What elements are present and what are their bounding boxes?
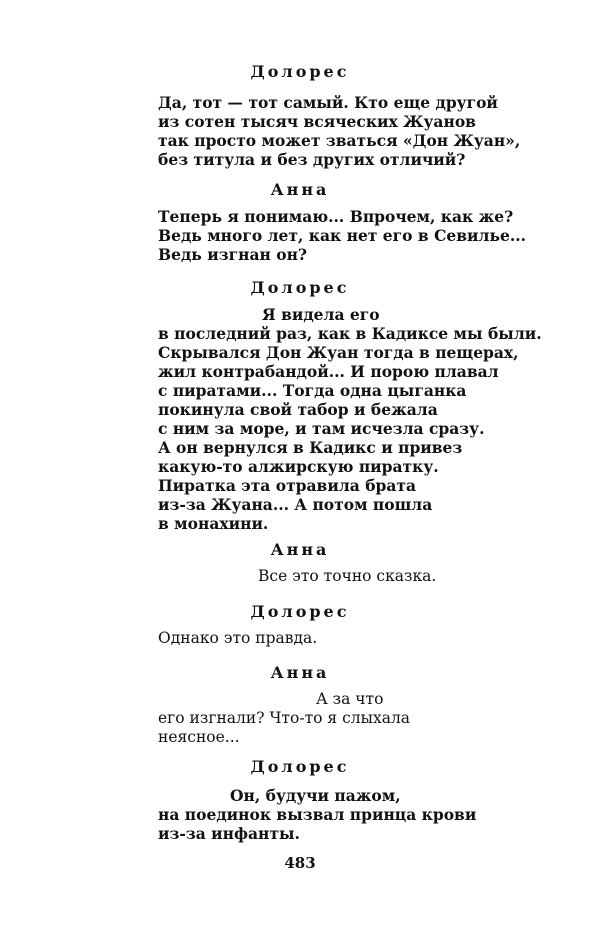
verse-line: Да, тот — тот самый. Кто еще другой <box>158 93 498 112</box>
verse-line: Все это точно сказка. <box>258 567 437 585</box>
verse-line: из-за инфанты. <box>158 824 300 843</box>
verse-line: его изгнали? Что-то я слыхала <box>158 709 411 727</box>
verse-block <box>0 786 600 843</box>
verse-line: Он, будучи пажом, <box>230 786 401 805</box>
verse-block <box>0 93 600 169</box>
verse-block <box>0 207 600 264</box>
speaker-name: Долорес <box>250 757 350 776</box>
verse-line: Теперь я понимаю... Впрочем, как же? <box>158 207 514 226</box>
speaker-name: Анна <box>270 540 330 559</box>
verse-line: покинула свой табор и бежала <box>158 400 438 419</box>
verse-line: А он вернулся в Кадикс и привез <box>158 438 463 457</box>
verse-line: так просто может зваться «Дон Жуан», <box>158 131 521 150</box>
verse-line: с ним за море, и там исчезла сразу. <box>158 419 485 438</box>
verse-line: А за что <box>316 690 384 708</box>
verse-line: Ведь много лет, как нет его в Севилье... <box>158 226 527 245</box>
verse-line: неясное... <box>158 728 240 746</box>
verse-line: Ведь изгнан он? <box>158 245 307 264</box>
speaker-name: Анна <box>270 180 330 199</box>
verse-line: из-за Жуана... А потом пошла <box>158 495 433 514</box>
verse-block <box>0 567 600 586</box>
verse-line: Скрывался Дон Жуан тогда в пещерах, <box>158 343 519 362</box>
speaker-name: Долорес <box>250 62 350 81</box>
verse-block <box>0 305 600 533</box>
verse-line: без титула и без других отличий? <box>158 150 466 169</box>
verse-line: Однако это правда. <box>158 629 318 647</box>
verse-block <box>0 629 600 648</box>
page-number: 483 <box>284 854 316 872</box>
verse-line: Пиратка эта отравила брата <box>158 476 417 495</box>
verse-line: в монахини. <box>158 514 269 533</box>
verse-line: с пиратами... Тогда одна цыганка <box>158 381 467 400</box>
speaker-name: Анна <box>270 663 330 682</box>
verse-line: жил контрабандой... И порою плавал <box>158 362 499 381</box>
speaker-name: Долорес <box>250 602 350 621</box>
verse-line: в последний раз, как в Кадиксе мы были. <box>158 324 542 343</box>
verse-line: Я видела его <box>262 305 380 324</box>
verse-line: какую-то алжирскую пиратку. <box>158 457 439 476</box>
verse-line: на поединок вызвал принца крови <box>158 805 477 824</box>
verse-line: из сотен тысяч всяческих Жуанов <box>158 112 476 131</box>
verse-block <box>0 690 600 747</box>
speaker-name: Долорес <box>250 278 350 297</box>
